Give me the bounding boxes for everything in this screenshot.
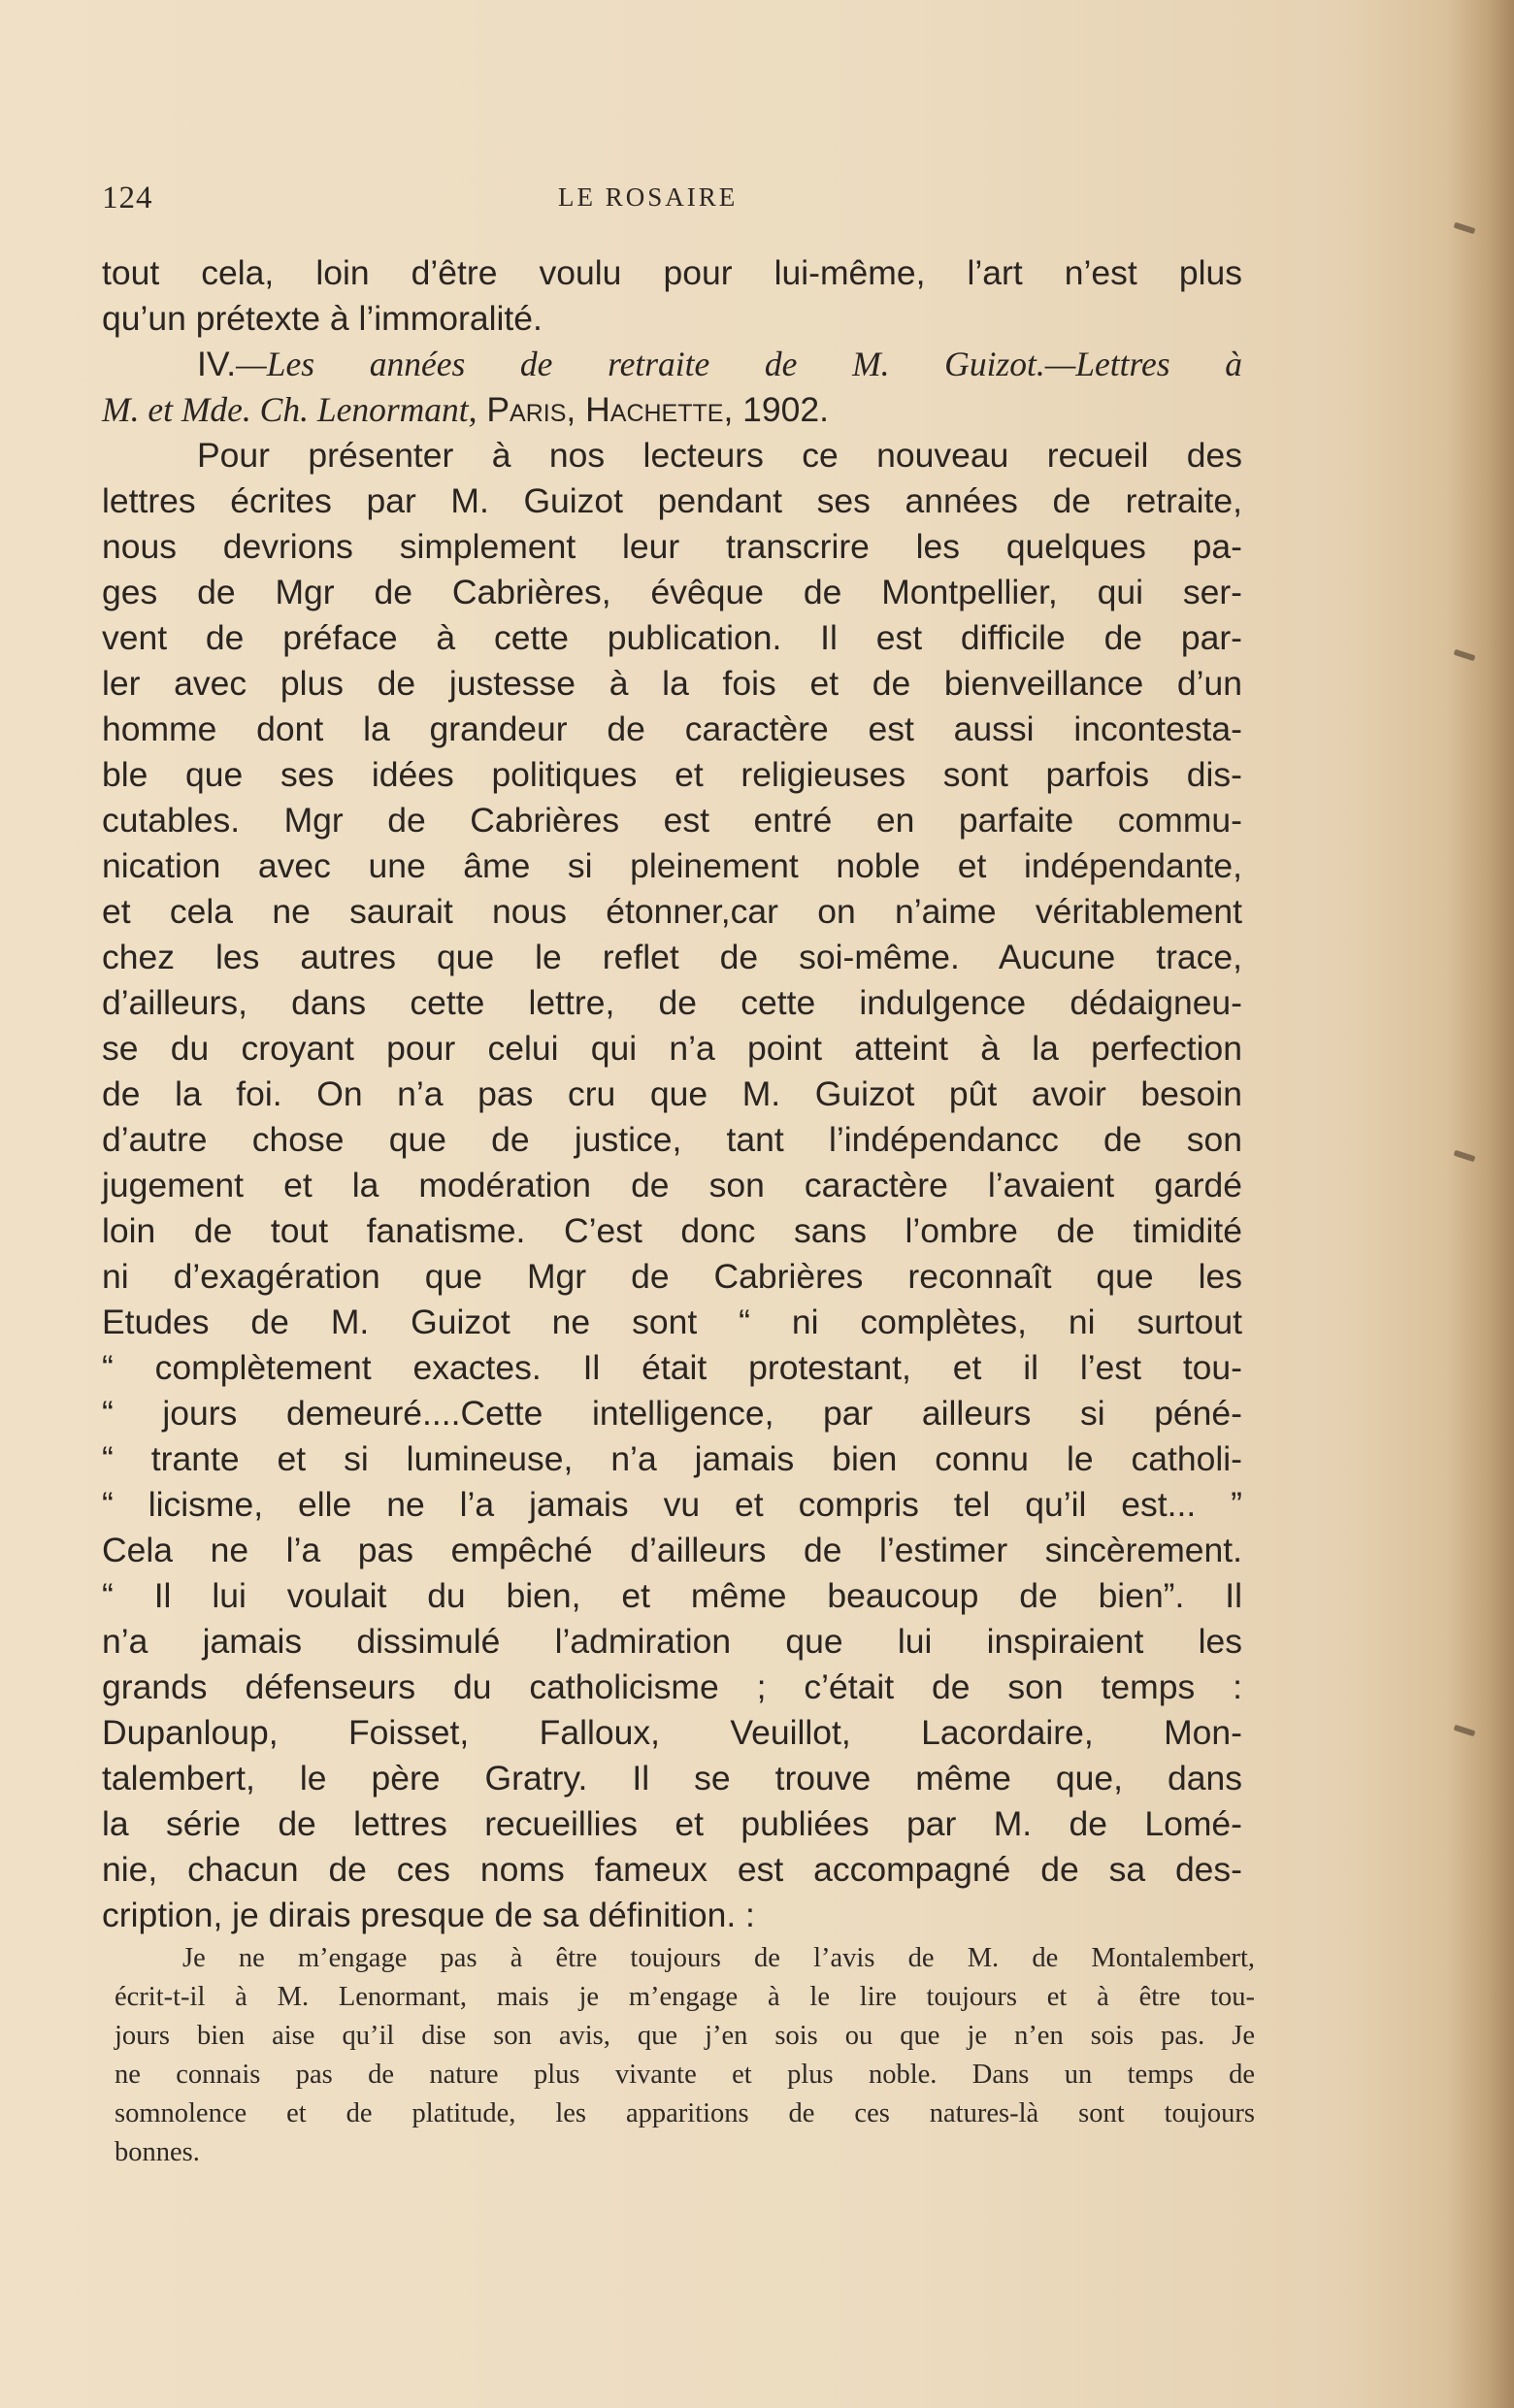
text-line: cription, je dirais presque de sa définition. : [102,1896,755,1934]
body-text [102,250,1242,1938]
text-line: se du croyant pour celui qui n’a point atteint à la perfection [102,1029,1242,1068]
text-line: “ trante et si lumineuse, n’a jamais bien connu le catholi- [102,1439,1242,1478]
quote-line: écrit-t-il à M. Lenormant, mais je m’engage à le lire toujours et à être tou- [115,1982,1255,2012]
section-title-cont: M. et Mde. Ch. Lenormant, [102,390,477,429]
text-line: ni d’exagération que Mgr de Cabrières reconnaît que les [102,1257,1242,1296]
text-line: d’autre chose que de justice, tant l’indépendancc de son [102,1120,1242,1159]
text-line: “ Il lui voulait du bien, et même beaucoup de bien”. Il [102,1576,1242,1615]
page-header [102,181,1242,219]
text-line: Etudes de M. Guizot ne sont “ ni complètes, ni surtout [102,1303,1242,1341]
section-title: —Les années de retraite de M. Guizot.—Lettres à [236,345,1242,383]
text-line: “ licisme, elle ne l’a jamais vu et compris tel qu’il est... ” [102,1485,1242,1524]
text-line: “ complètement exactes. Il était protestant, et il l’est tou- [102,1348,1242,1387]
page-number: 124 [102,181,153,215]
publisher: Paris, Hachette, 1902. [477,390,830,429]
text-line: Pour présenter à nos lecteurs ce nouveau recueil des [197,436,1242,475]
text-line: homme dont la grandeur de caractère est aussi incontesta- [102,709,1242,748]
text-line: n’a jamais dissimulé l’admiration que lui inspiraient les [102,1622,1242,1661]
text-line: grands défenseurs du catholicisme ; c’était de son temps : [102,1667,1242,1706]
text-line: loin de tout fanatisme. C’est donc sans l’ombre de timidité [102,1211,1242,1250]
text-line: et cela ne saurait nous étonner,car on n’aime véritablement [102,892,1242,931]
text-line: ges de Mgr de Cabrières, évêque de Montpellier, qui ser- [102,573,1242,611]
quote-line: bonnes. [115,2137,200,2167]
page-edge-shadow [1446,0,1514,2408]
running-head: LE ROSAIRE [558,182,739,212]
text-line: Cela ne l’a pas empêché d’ailleurs de l’estimer sincèrement. [102,1531,1242,1569]
text-line: tout cela, loin d’être voulu pour lui-même, l’art n’est plus [102,253,1242,292]
section-heading [102,342,1242,387]
block-quote [115,1939,1255,2172]
text-line: ble que ses idées politiques et religieuses sont parfois dis- [102,755,1242,794]
text-line: la série de lettres recueillies et publiées par M. de Lomé- [102,1804,1242,1843]
text-line: chez les autres que le reflet de soi-même. Aucune trace, [102,938,1242,976]
quote-line: Je ne m’engage pas à être toujours de l’avis de M. de Montalembert, [182,1943,1255,1973]
text-line: “ jours demeuré....Cette intelligence, par ailleurs si péné- [102,1394,1242,1433]
section-numeral: IV. [197,345,237,383]
text-line: d’ailleurs, dans cette lettre, de cette indulgence dédaigneu- [102,983,1242,1022]
text-line: nication avec une âme si pleinement noble et indépendante, [102,846,1242,885]
text-line: qu’un prétexte à l’immoralité. [102,299,543,338]
text-line: nous devrions simplement leur transcrire les quelques pa- [102,527,1242,566]
text-line: jugement et la modération de son caractère l’avaient gardé [102,1166,1242,1204]
text-line: ler avec plus de justesse à la fois et de bienveillance d’un [102,664,1242,703]
text-line: vent de préface à cette publication. Il est difficile de par- [102,618,1242,657]
text-line: lettres écrites par M. Guizot pendant ses années de retraite, [102,481,1242,520]
text-line: cutables. Mgr de Cabrières est entré en parfaite commu- [102,801,1242,840]
text-line: nie, chacun de ces noms fameux est accompagné de sa des- [102,1850,1242,1889]
quote-line: jours bien aise qu’il dise son avis, que j’en sois ou que je n’en sois pas. Je [115,2021,1255,2051]
quote-line: ne connais pas de nature plus vivante et plus noble. Dans un temps de [115,2060,1255,2090]
text-line: de la foi. On n’a pas cru que M. Guizot pût avoir besoin [102,1074,1242,1113]
text-line: Dupanloup, Foisset, Falloux, Veuillot, Lacordaire, Mon- [102,1713,1242,1752]
section-heading-cont [102,387,1242,433]
quote-line: somnolence et de platitude, les apparitions de ces natures-là sont toujours [115,2098,1255,2128]
text-line: talembert, le père Gratry. Il se trouve même que, dans [102,1759,1242,1798]
